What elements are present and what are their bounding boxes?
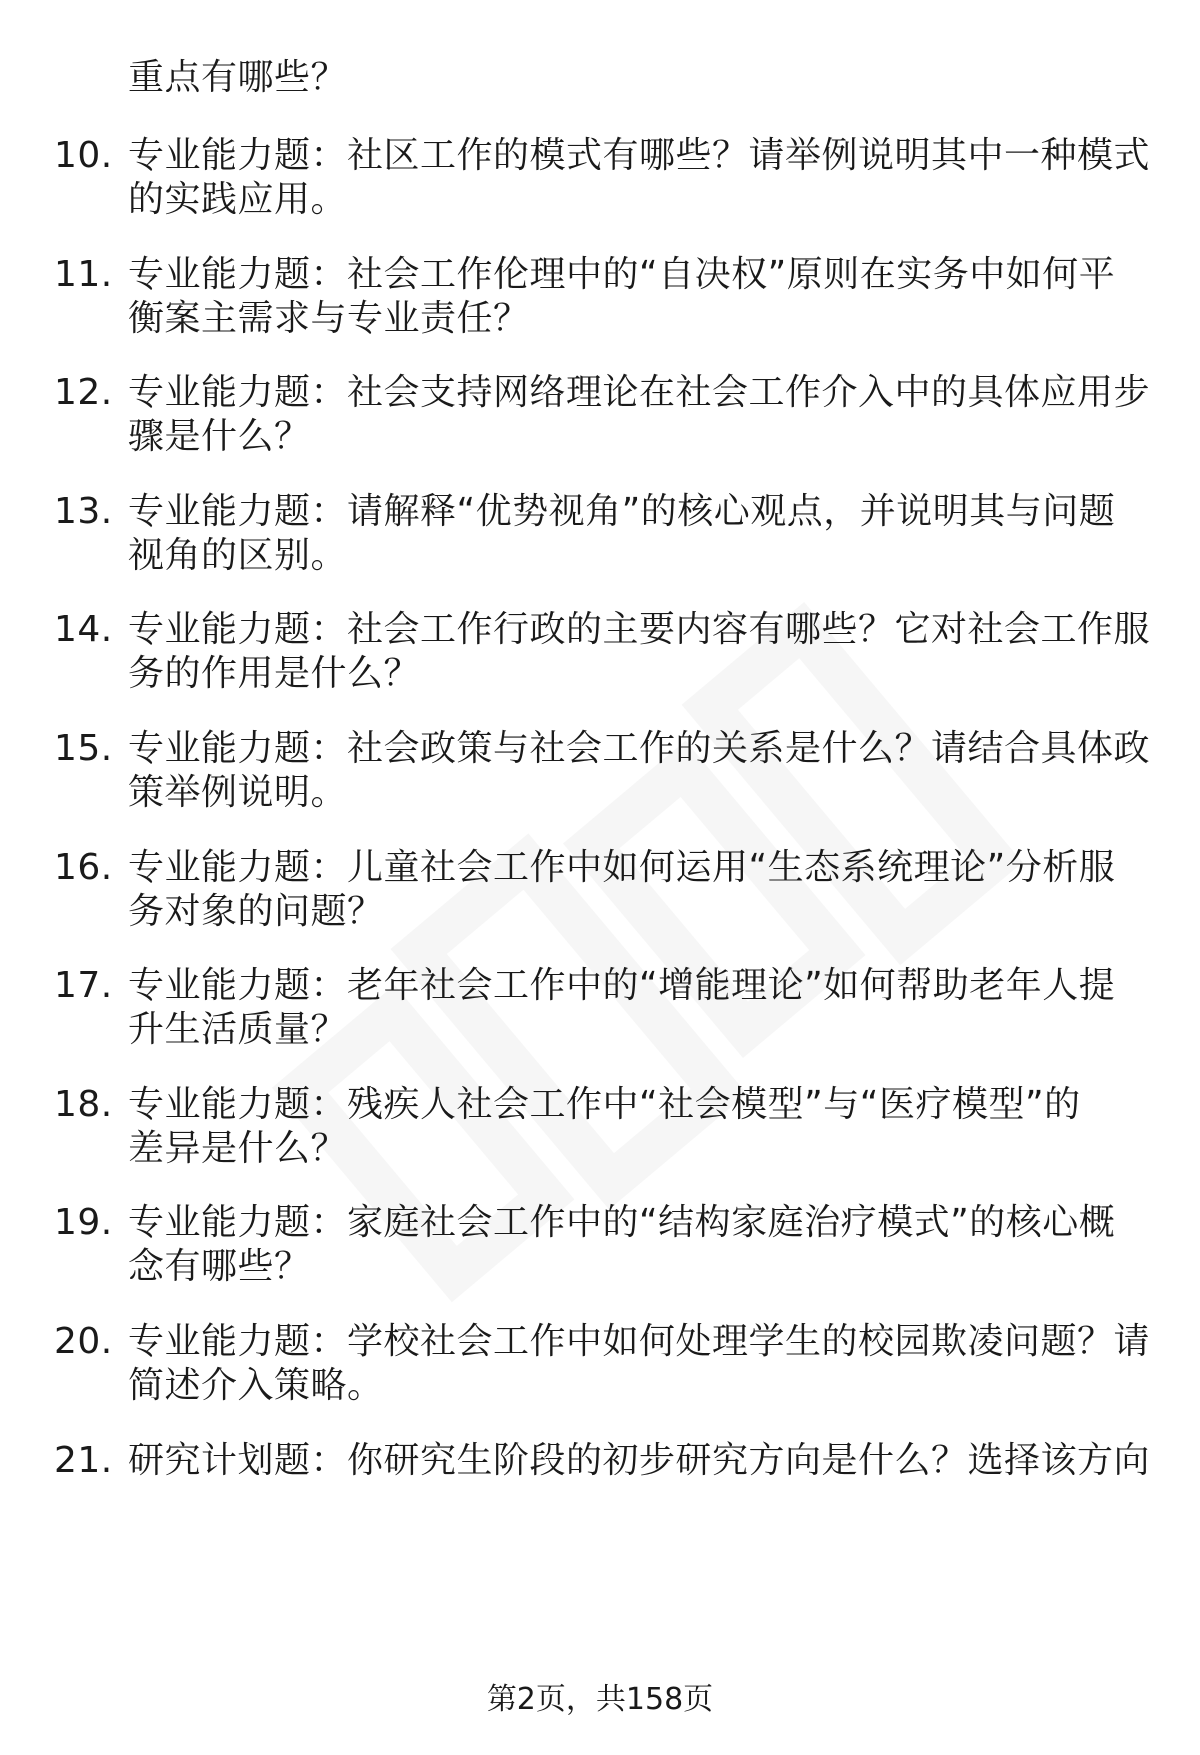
item-number: 14. <box>54 609 113 651</box>
item-text-line: 务对象的问题？ <box>128 890 384 932</box>
item-text-line: 专业能力题：学校社会工作中如何处理学生的校园欺凌问题？请 <box>128 1321 1151 1362</box>
item-text-line: 专业能力题：家庭社会工作中的“结构家庭治疗模式”的核心概 <box>128 1202 1116 1244</box>
item-text-line: 专业能力题：社会政策与社会工作的关系是什么？请结合具体政 <box>128 728 1151 769</box>
item-number: 20. <box>54 1321 113 1362</box>
item-text-line: 简述介入策略。 <box>128 1365 384 1406</box>
item-text-line: 专业能力题：社会工作行政的主要内容有哪些？它对社会工作服 <box>128 609 1151 651</box>
item-text-line: 专业能力题：请解释“优势视角”的核心观点，并说明其与问题 <box>128 490 1116 532</box>
item-number: 10. <box>54 135 113 176</box>
item-text-line: 策举例说明。 <box>128 772 348 813</box>
item-text-line: 骤是什么？ <box>128 416 311 458</box>
item-text-line: 务的作用是什么？ <box>128 653 421 695</box>
item-number: 16. <box>54 846 113 888</box>
item-text-line: 专业能力题：社会工作伦理中的“自决权”原则在实务中如何平 <box>128 253 1116 295</box>
item-text-line: 视角的区别。 <box>128 534 348 576</box>
page-footer: 第2页，共158页 <box>486 1682 714 1717</box>
item-number: 21. <box>54 1439 113 1481</box>
item-text-line: 专业能力题：社区工作的模式有哪些？请举例说明其中一种模式 <box>128 135 1151 176</box>
continuation-line: 重点有哪些？ <box>128 57 348 98</box>
item-number: 15. <box>54 728 113 769</box>
item-number: 18. <box>54 1083 113 1125</box>
item-text-line: 研究计划题：你研究生阶段的初步研究方向是什么？选择该方向 <box>128 1439 1151 1481</box>
item-number: 13. <box>54 490 113 532</box>
item-number: 17. <box>54 965 113 1007</box>
item-text-line: 专业能力题：老年社会工作中的“增能理论”如何帮助老年人提 <box>128 965 1116 1007</box>
item-number: 12. <box>54 372 113 414</box>
item-number: 19. <box>54 1202 113 1244</box>
item-text-line: 衡案主需求与专业责任？ <box>128 297 530 339</box>
item-text-line: 专业能力题：儿童社会工作中如何运用“生态系统理论”分析服 <box>128 846 1116 888</box>
item-text-line: 升生活质量？ <box>128 1009 348 1051</box>
item-text-line: 差异是什么？ <box>128 1127 348 1169</box>
item-text-line: 的实践应用。 <box>128 179 348 220</box>
item-number: 11. <box>54 253 113 295</box>
item-text-line: 专业能力题：残疾人社会工作中“社会模型”与“医疗模型”的 <box>128 1083 1081 1125</box>
item-text-line: 念有哪些？ <box>128 1246 311 1288</box>
item-text-line: 专业能力题：社会支持网络理论在社会工作介入中的具体应用步 <box>128 372 1151 414</box>
